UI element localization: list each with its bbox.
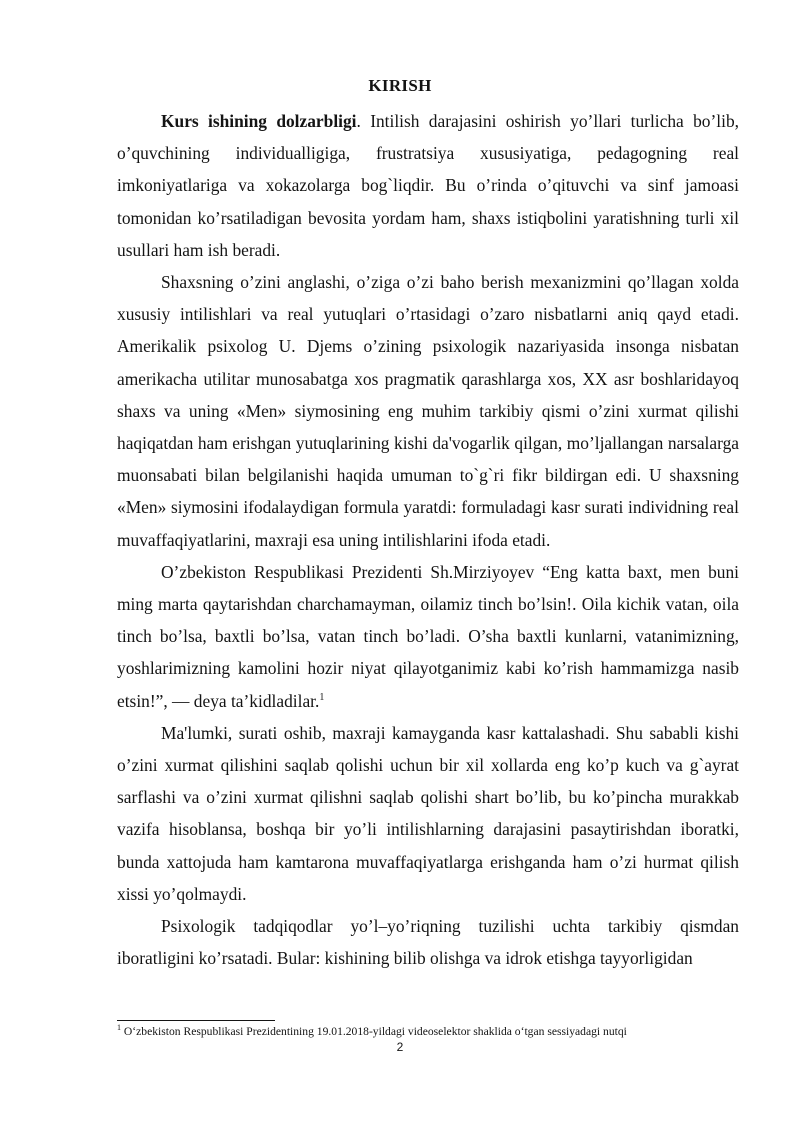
footnote xyxy=(117,1025,757,1039)
paragraph-president-quote xyxy=(117,556,739,717)
paragraph-research: Psixologik tadqiqodlar yo’l–yo’riqning tuzilishi uchta tarkibiy qismdan iboratligini ko’rsatadi. Bular: kishining bilib olishga va idrok etishga tayyorligidan xyxy=(117,916,739,969)
paragraph-self-awareness: Shaxsning o’zini anglashi, o’ziga o’zi baho berish mexanizmini qo’llagan xolda xususiy intilishlari va real yutuqlari o’rtasidagi o’zaro nisbatlarni aniq qayd etadi. Amerikalik psixolog U. Djems o’zining psixologik nazariyasida insonga nisbatan amerikacha utilitar munosabatga xos pragmatik qarashlarga xos, XX asr boshlaridayoq shaxs va uning «Men» siymosining eng muhim tarkibiy qismi o’zini xurmat qilishi haqiqatdan ham erishgan yutuqlarining kishi da'vogarlik qilgan, mo’ljallangan narsalarga muonsabati bilan belgilanishi haqida umuman to`g`ri fikr bildirgan edi. U shaxsning «Men» siymosini ifodalaydigan formula yaratdi: formuladagi kasr surati individning real muvaffaqiyatlarini, maxraji esa uning intilishlarini ifoda etadi. xyxy=(117,272,739,550)
footnote-reference[interactable]: 1 xyxy=(319,691,325,703)
paragraph-fraction: Ma'lumki, surati oshib, maxraji kamayganda kasr kattalashadi. Shu sababli kishi o’zini xurmat qilishini saqlab qolishi uchun bir xil xollarda eng ko’p kuch va g`ayrat sarflashi va o’zini xurmat qilishni saqlab qolishi shart bo’lib, bu ko’pincha murakkab vazifa hisoblansa, boshqa bir yo’li intilishlarning darajasini pasaytirishdan iboratki, bunda xattojuda ham kamtarona muvaffaqiyatlarga erishganda ham o’zi hurmat qilish xissi yo’qolmaydi. xyxy=(117,722,739,904)
footnote-text: O‘zbekiston Respublikasi Prezidentining 19.01.2018-yildagi videoselektor shaklida o‘tgan sessiyadagi nutqi xyxy=(121,1025,627,1038)
body-text xyxy=(117,105,739,974)
page-title: KIRISH xyxy=(368,76,432,95)
paragraph-text: O’zbekiston Respublikasi Prezidenti Sh.Mirziyoyev “Eng katta baxt, men buni ming marta qaytarishdan charchamayman, oilamiz tinch bo’lsin!. Oila kichik vatan, oila tinch bo’lsa, baxtli bo’lsa, vatan tinch bo’ladi. O’sha baxtli kunlarni, vatanimizning, yoshlarimizning kamolini hozir niyat qilayotganimiz kabi ko’rish hammamizga nasib etsin!”, — deya ta’kidladilar. xyxy=(117,561,739,711)
page-number: 2 xyxy=(396,1040,404,1054)
footnote-mark: 1 xyxy=(117,1023,121,1033)
paragraph-lead: Kurs ishining dolzarbligi xyxy=(161,111,357,131)
paragraph-relevance xyxy=(117,105,739,266)
footnote-separator xyxy=(117,1020,275,1021)
paragraph-text: . Intilish darajasini oshirish yo’llari turlicha bo’lib, o’quvchining individualligiga, frustratsiya xususiyatiga, pedagogning real imkoniyatlariga va xokazolarga bog`liqdir. Bu o’rinda o’qituvchi va sinf jamoasi tomonidan ko’rsatiladigan bevosita yordam ham, shaxs istiqbolini yaratishning turli xil usullari ham ish beradi. xyxy=(117,111,739,260)
